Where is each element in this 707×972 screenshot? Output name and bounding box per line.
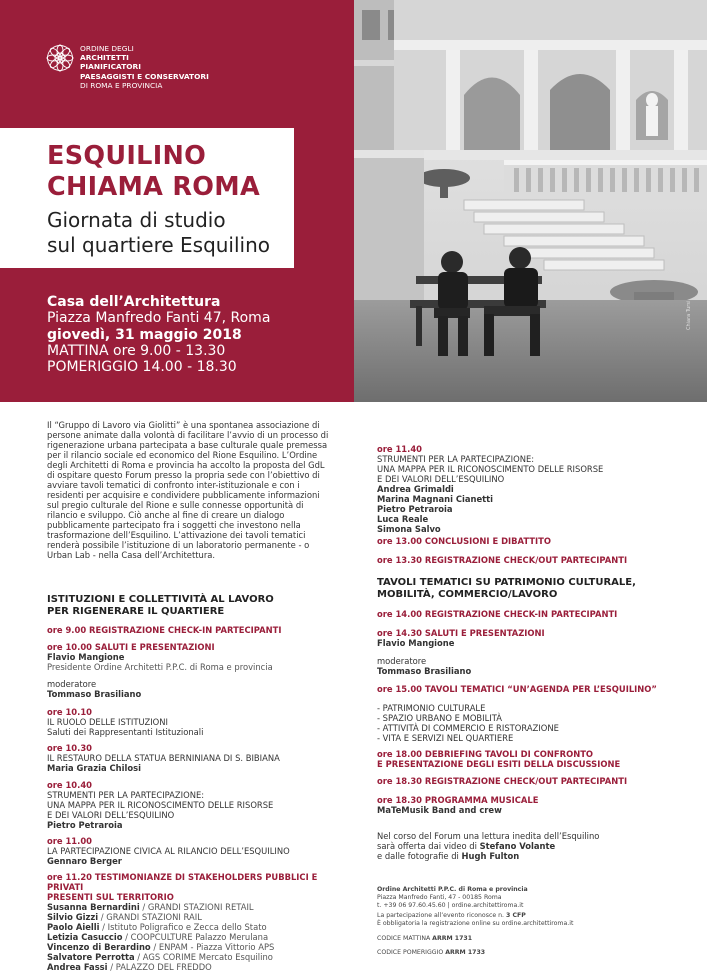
venue-address: Piazza Manfredo Fanti 47, Roma <box>47 310 271 327</box>
forum-note: Nel corso del Forum una lettura inedita dell’Esquilino sarà offerta dai video di Stefano Volante e dalle fotografie di Hugh Fulton <box>377 831 600 861</box>
item-1430: ore 14.30 SALUTI E PRESENTAZIONI Flavio Mangione <box>377 628 545 648</box>
event-subtitle: Giornata di studio sul quartiere Esquilino <box>47 208 271 257</box>
item-registration-morning: ore 9.00 REGISTRAZIONE CHECK-IN PARTECIPANTI <box>47 625 282 635</box>
code-morning: CODICE MATTINA ARRM 1731 <box>377 935 473 942</box>
hero-photo <box>354 0 707 402</box>
cfp-info: La partecipazione all’evento riconosce n. 3 CFP È obbligatoria la registrazione online su ordine.architettiroma.it <box>377 912 574 927</box>
item-1030: ore 10.30 IL RESTAURO DELLA STATUA BERNINIANA DI S. BIBIANA Maria Grazia Chilosi <box>47 743 280 773</box>
venue-info <box>47 294 270 375</box>
item-1010: ore 10.10 IL RUOLO DELLE ISTITUZIONI Saluti dei Rappresentanti Istituzionali <box>47 707 204 737</box>
afternoon-hours: POMERIGGIO 14.00 - 18.30 <box>47 359 237 376</box>
item-1120: ore 11.20 TESTIMONIANZE DI STAKEHOLDERS PUBBLICI E PRIVATI PRESENTI SUL TERRITORIO Susanna Bernardini / GRANDI STAZIONI RETAIL Silvio Gizzi / GRANDI STAZIONI RAIL Paolo Aielli / Istituto Poligrafico e Zecca dello Stato Letizia Casuccio / COOPCULTURE Palazzo Merulana Vincenzo di Berardino / ENPAM - Piazza Vittorio APS Salvatore Perrotta / AGS CORIME Mercato Esquilino Andrea Fassi / PALAZZO DEL FREDDO <box>47 872 347 972</box>
stakeholder-row: Salvatore Perrotta / AGS CORIME Mercato Esquilino <box>47 952 273 962</box>
code-afternoon: CODICE POMERIGGIO ARRM 1733 <box>377 949 486 956</box>
org-name: ORDINE DEGLI ARCHITETTI PIANIFICATORI PAESAGGISTI E CONSERVATORI DI ROMA E PROVINCIA <box>80 44 209 90</box>
item-1830-music: ore 18.30 PROGRAMMA MUSICALE MaTeMusik Band and crew <box>377 795 539 815</box>
item-1400: ore 14.00 REGISTRAZIONE CHECK-IN PARTECIPANTI <box>377 609 618 619</box>
stakeholder-row: Vincenzo di Berardino / ENPAM - Piazza Vittorio APS <box>47 942 275 952</box>
stakeholder-row: Susanna Bernardini / GRANDI STAZIONI RETAIL <box>47 902 254 912</box>
item-1830-checkout: ore 18.30 REGISTRAZIONE CHECK/OUT PARTECIPANTI <box>377 776 628 786</box>
morning-section-title: ISTITUZIONI E COLLETTIVITÀ AL LAVORO PER RIGENERARE IL QUARTIERE <box>47 594 274 617</box>
venue-name: Casa dell’Architettura <box>47 294 221 310</box>
footer-contact: Ordine Architetti P.P.C. di Roma e provincia Piazza Manfredo Fanti, 47 - 00185 Roma t. +39 06 97.60.45.60 | ordine.architettiroma.it <box>377 886 528 909</box>
stakeholder-row: Letizia Casuccio / COOPCULTURE Palazzo Merulana <box>47 932 269 942</box>
afternoon-section-title: TAVOLI TEMATICI SU PATRIMONIO CULTURALE, MOBILITÀ, COMMERCIO/LAVORO <box>377 577 636 600</box>
item-1800: ore 18.00 DEBRIEFING TAVOLI DI CONFRONTO E PRESENTAZIONE DEGLI ESITI DELLA DISCUSSIONE <box>377 749 621 769</box>
stakeholder-row: Paolo Aielli / Istituto Poligrafico e Zecca dello Stato <box>47 922 267 932</box>
intro-paragraph: Il “Gruppo di Lavoro via Giolitti” è una spontanea associazione di persone animate dalla volontà di facilitare l’avvio di un processo di rigenerazione urbana partecipata a base culturale quale premessa per il rilancio sociale ed economico del Rione Esquilino. L’Ordine degli Architetti di Roma e provincia ha accolto la proposta del GdL di ospitare questo Forum presso la propria sede con l’obiettivo di avviare tavoli tematici di confronto inter-istituzionale e con i residenti per acquisire e condividere pubblicamente informazioni sul pregio culturale del Rione e sulle connesse opportunità di rilancio e sviluppo. Ciò anche al fine di creare un dialogo pubblicamente partecipato fra i soggetti che investono nella trasformazione dell’Esquilino. L’attivazione dei tavoli tematici renderà possibile l’istituzione di un laboratorio permanente - o Urban Lab - nella Casa dell’Architettura. <box>47 420 329 560</box>
item-1330: ore 13.30 REGISTRAZIONE CHECK/OUT PARTECIPANTI <box>377 555 628 565</box>
villa-photo-illustration <box>354 0 707 402</box>
moderator-afternoon: moderatore Tommaso Brasiliano <box>377 656 472 676</box>
event-title: ESQUILINO CHIAMA ROMA <box>47 141 260 202</box>
morning-hours: MATTINA ore 9.00 - 13.30 <box>47 342 226 359</box>
item-1140: ore 11.40 STRUMENTI PER LA PARTECIPAZIONE: UNA MAPPA PER IL RICONOSCIMENTO DELLE RISORSE E DEI VALORI DELL’ESQUILINO Andrea Grimaldi Marina Magnani Cianetti Pietro Petraroia Luca Reale Simona Salvo <box>377 444 604 534</box>
event-date: giovedì, 31 maggio 2018 <box>47 326 242 343</box>
order-logo-icon <box>46 44 74 72</box>
item-1100: ore 11.00 LA PARTECIPAZIONE CIVICA AL RILANCIO DELL’ESQUILINO Gennaro Berger <box>47 836 290 866</box>
item-1300: ore 13.00 CONCLUSIONI E DIBATTITO <box>377 536 551 546</box>
item-1040: ore 10.40 STRUMENTI PER LA PARTECIPAZIONE: UNA MAPPA PER IL RICONOSCIMENTO DELLE RISORSE E DEI VALORI DELL’ESQUILINO Pietro Petraroia <box>47 780 274 830</box>
moderator-morning: moderatore Tommaso Brasiliano <box>47 679 142 699</box>
stakeholder-row: Andrea Fassi / PALAZZO DEL FREDDO <box>47 962 212 972</box>
item-1500: ore 15.00 TAVOLI TEMATICI “UN’AGENDA PER L’ESQUILINO” - PATRIMONIO CULTURALE - SPAZIO URBANO E MOBILITÀ - ATTIVITÀ DI COMMERCIO E RISTORAZIONE - VITA E SERVIZI NEL QUARTIERE <box>377 684 657 743</box>
photo-credit: Chiara Tursi <box>686 300 692 330</box>
item-welcome-morning: ore 10.00 SALUTI E PRESENTAZIONI Flavio Mangione Presidente Ordine Architetti P.P.C. di Roma e provincia <box>47 642 273 672</box>
stakeholder-row: Silvio Gizzi / GRANDI STAZIONI RAIL <box>47 912 202 922</box>
